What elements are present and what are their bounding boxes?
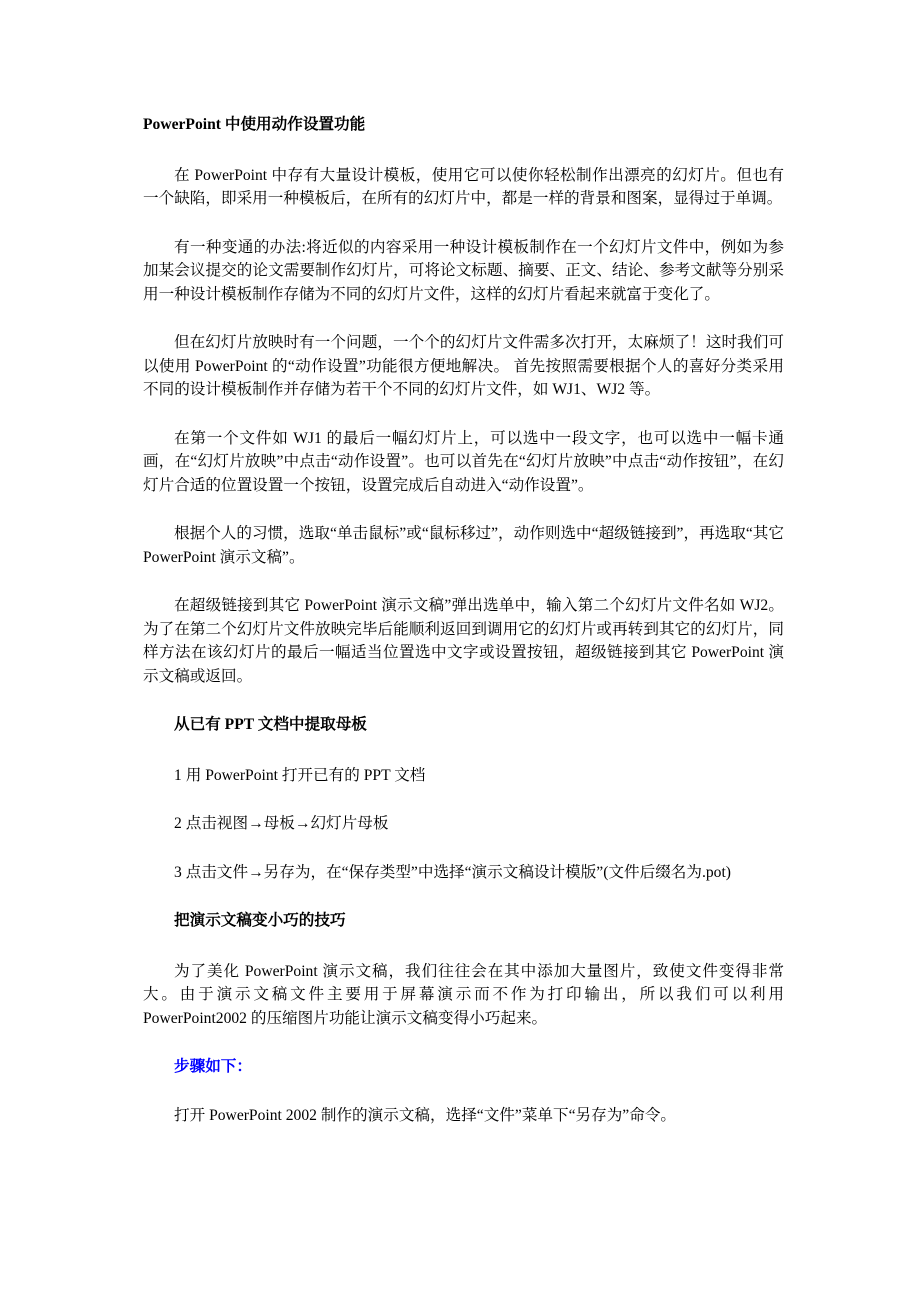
steps-label: 步骤如下： xyxy=(174,1058,252,1075)
section-title-shrink-presentation: 把演示文稿变小巧的技巧 xyxy=(174,912,346,929)
paragraph: 在超级链接到其它 PowerPoint 演示文稿”弹出选单中，输入第二个幻灯片文件名如 WJ2。为了在第二个幻灯片文件放映完毕后能顺利返回到调用它的幻灯片或再转到其它的幻灯片，同样方法在该幻灯片的最后一幅适当位置选中文字或设置按钮，超级链接到其它 PowerPoint 演示文稿或返回。 xyxy=(143,597,784,685)
document-body xyxy=(143,113,784,1152)
paragraph: 在 PowerPoint 中存有大量设计模板，使用它可以使你轻松制作出漂亮的幻灯片。但也有一个缺陷，即采用一种模板后，在所有的幻灯片中，都是一样的背景和图案，显得过于单调。 xyxy=(143,166,784,207)
paragraph: 但在幻灯片放映时有一个问题，一个个的幻灯片文件需多次打开，太麻烦了！这时我们可以使用 PowerPoint 的“动作设置”功能很方便地解决。 首先按照需要根据个人的喜好分类采用不同的设计模板制作并存储为若干个不同的幻灯片文件，如 WJ1、WJ2 等。 xyxy=(143,334,784,398)
paragraph: 有一种变通的办法:将近似的内容采用一种设计模板制作在一个幻灯片文件中，例如为参加某会议提交的论文需要制作幻灯片，可将论文标题、摘要、正文、结论、参考文献等分别采用一种设计模板制作存储为不同的幻灯片文件，这样的幻灯片看起来就富于变化了。 xyxy=(143,238,784,303)
paragraph: 在第一个文件如 WJ1 的最后一幅幻灯片上，可以选中一段文字，也可以选中一幅卡通画，在“幻灯片放映”中点击“动作设置”。也可以首先在“幻灯片放映”中点击“动作按钮”，在幻灯片合适的位置设置一个按钮，设置完成后自动进入“动作设置”。 xyxy=(143,429,784,494)
section-title-extract-master: 从已有 PPT 文档中提取母板 xyxy=(174,716,367,733)
step-item: 3 点击文件→另存为，在“保存类型”中选择“演示文稿设计模版”(文件后缀名为.pot) xyxy=(174,863,731,881)
paragraph: 为了美化 PowerPoint 演示文稿，我们往往会在其中添加大量图片，致使文件变得非常大。由于演示文稿文件主要用于屏幕演示而不作为打印输出，所以我们可以利用 PowerPoint2002 的压缩图片功能让演示文稿变得小巧起来。 xyxy=(143,962,784,1027)
section-title-action-settings: PowerPoint 中使用动作设置功能 xyxy=(143,116,366,133)
paragraph: 根据个人的习惯，选取“单击鼠标”或“鼠标移过”，动作则选中“超级链接到”，再选取“其它 PowerPoint 演示文稿”。 xyxy=(143,525,784,566)
step-item: 1 用 PowerPoint 打开已有的 PPT 文档 xyxy=(174,766,426,784)
step-item: 2 点击视图→母板→幻灯片母板 xyxy=(174,815,389,832)
step-item: 打开 PowerPoint 2002 制作的演示文稿，选择“文件”菜单下“另存为”命令。 xyxy=(174,1106,677,1124)
